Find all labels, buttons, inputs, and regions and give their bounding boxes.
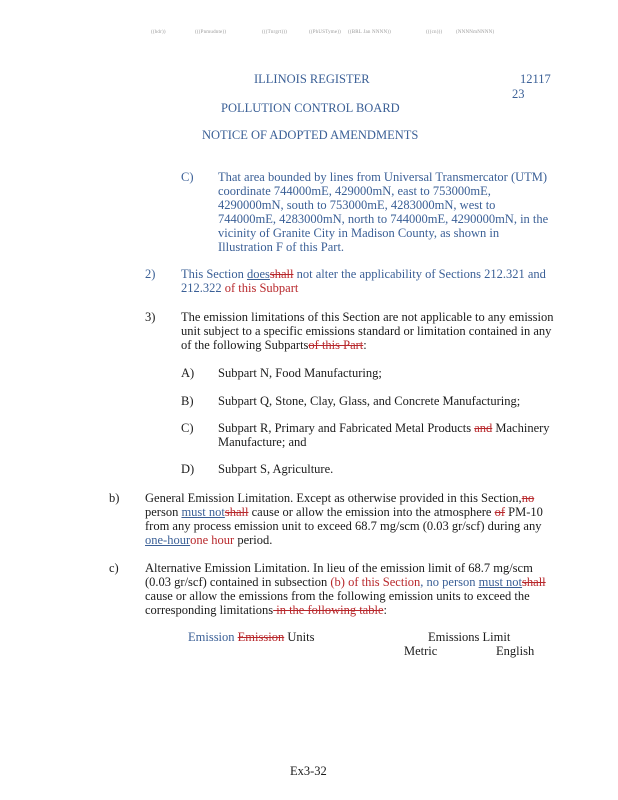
inserted-text: does bbox=[246, 267, 270, 281]
item-3-label: 3) bbox=[145, 310, 156, 324]
deleted-text: shall bbox=[269, 267, 294, 281]
subpart-b-label: B) bbox=[181, 394, 194, 408]
register-title: ILLINOIS REGISTER bbox=[254, 72, 370, 86]
register-page-number: 12117 bbox=[520, 72, 551, 86]
subpart-a-label: A) bbox=[181, 366, 195, 380]
inserted-text: must not bbox=[478, 575, 523, 589]
subpart-b-text: Subpart Q, Stone, Clay, Glass, and Concrete Manufacturing; bbox=[218, 394, 521, 408]
page-footer: Ex3-32 bbox=[290, 764, 327, 778]
faint-header-item: ((PhUSTyme)) bbox=[309, 30, 342, 35]
table-header-metric: Metric bbox=[404, 644, 438, 658]
deleted-text: shall bbox=[224, 505, 249, 519]
faint-header-item: (NNNNmNNNN) bbox=[456, 30, 495, 35]
table-header-english: English bbox=[496, 644, 535, 658]
deleted-text: in the following table bbox=[273, 603, 384, 617]
subpart-d-label: D) bbox=[181, 462, 195, 476]
item-b-label: b) bbox=[109, 491, 120, 505]
faint-header-item: (((Tnrgrt))) bbox=[262, 30, 288, 35]
deleted-text: of this Part bbox=[308, 338, 364, 352]
faint-header-item: (((Pnmudnte)) bbox=[195, 30, 227, 35]
inserted-text: of this Section bbox=[344, 575, 421, 589]
inserted-text: (b) bbox=[330, 575, 345, 589]
inserted-text: one-hour bbox=[145, 533, 191, 547]
item-c1-line: coordinate 744000mE, 429000mN, east to 753000mE, bbox=[218, 184, 491, 198]
deleted-text: no bbox=[521, 491, 535, 505]
agency-name: POLLUTION CONTROL BOARD bbox=[221, 101, 400, 115]
item-2-label: 2) bbox=[145, 267, 156, 281]
deleted-text: one hour bbox=[190, 533, 235, 547]
item-c1-line: Illustration F of this Part. bbox=[218, 240, 345, 254]
notice-title: NOTICE OF ADOPTED AMENDMENTS bbox=[202, 128, 419, 142]
item-c1-label: C) bbox=[181, 170, 194, 184]
item-c2-label: c) bbox=[109, 561, 119, 575]
item-c1-line: 744000mE, 4283000mN, north to 744000mE, 4290000mN, in the bbox=[218, 212, 549, 226]
inserted-text: must not bbox=[181, 505, 225, 519]
faint-header-item: (((cn))) bbox=[426, 30, 443, 35]
deleted-text: shall bbox=[522, 575, 546, 589]
inserted-text: of this Subpart bbox=[224, 281, 299, 295]
deleted-text: and bbox=[474, 421, 493, 435]
deleted-text: of bbox=[494, 505, 506, 519]
register-issue-number: 23 bbox=[512, 87, 525, 101]
item-c1-line: 4290000mN, south to 753000mE, 4283000mN, west to bbox=[218, 198, 496, 212]
table-header-emissions-limit: Emissions Limit bbox=[428, 630, 511, 644]
faint-header-item: ((BRL Jan NNNN)) bbox=[348, 30, 392, 35]
subpart-d-text: Subpart S, Agriculture. bbox=[218, 462, 334, 476]
item-c1-line: vicinity of Granite City in Madison County, as shown in bbox=[218, 226, 500, 240]
deleted-text: Emission bbox=[237, 630, 285, 644]
table-header-emission-units: Emission Emission Units bbox=[188, 630, 315, 644]
faint-header-item: ((hdr)) bbox=[151, 30, 166, 35]
item-c1-line: That area bounded by lines from Universal Transmercator (UTM) bbox=[218, 170, 548, 184]
subpart-a-text: Subpart N, Food Manufacturing; bbox=[218, 366, 382, 380]
subpart-c-label: C) bbox=[181, 421, 194, 435]
